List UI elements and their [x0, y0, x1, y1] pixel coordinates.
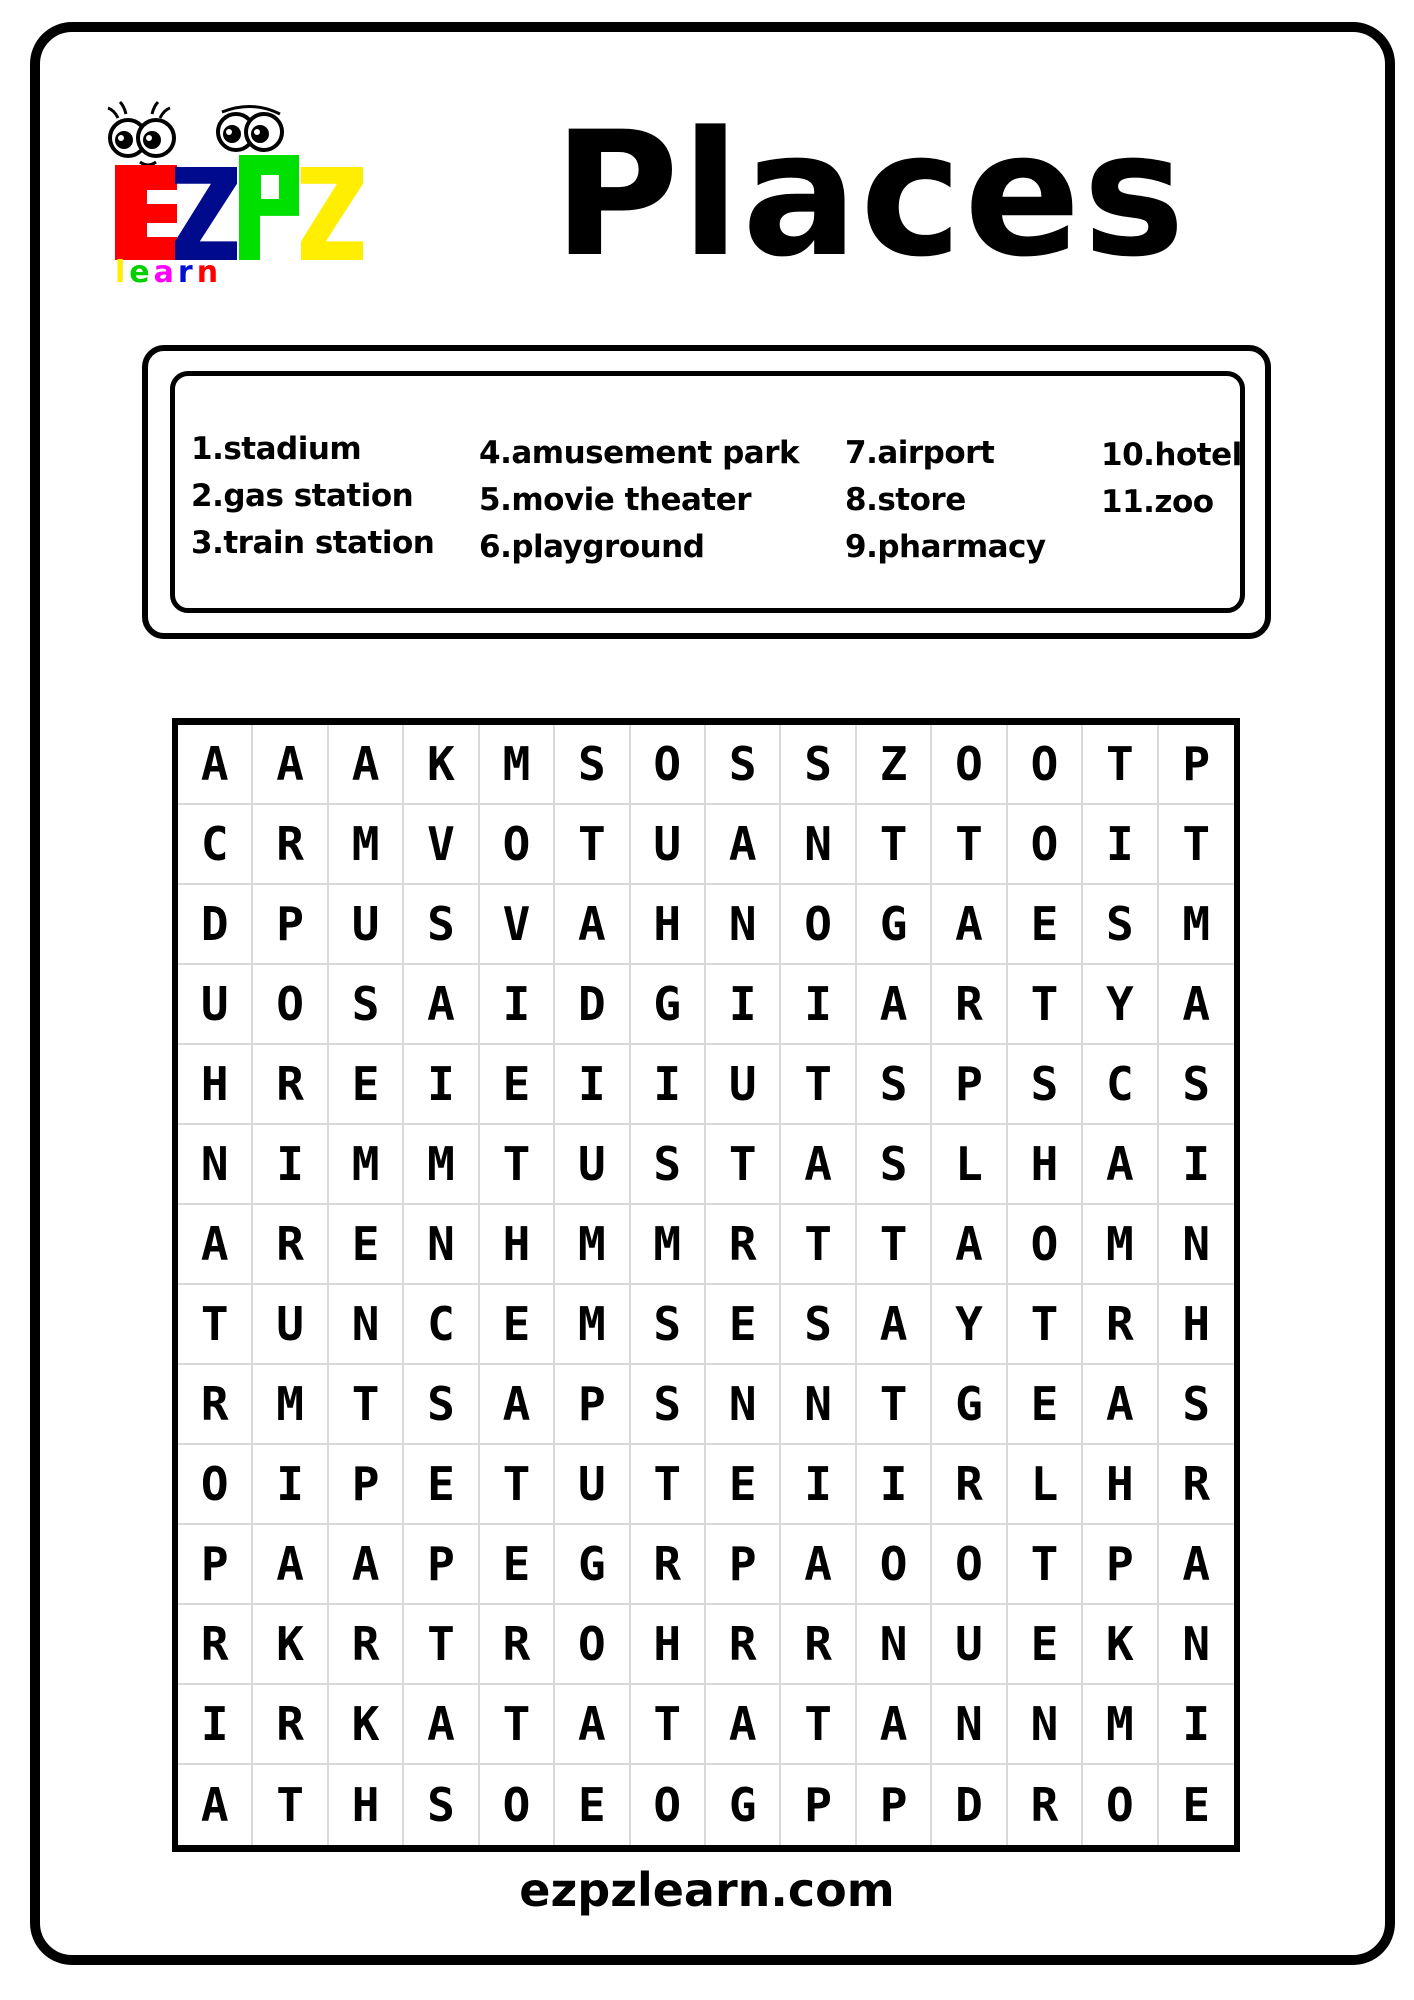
- grid-cell[interactable]: M: [555, 1285, 630, 1365]
- grid-cell[interactable]: G: [555, 1525, 630, 1605]
- word-item: 2.gas station: [191, 478, 414, 514]
- grid-cell[interactable]: I: [857, 1445, 932, 1525]
- grid-cell[interactable]: T: [706, 1125, 781, 1205]
- word-list-column-1: [191, 426, 434, 567]
- word-item: 8.store: [845, 482, 966, 518]
- grid-cell[interactable]: U: [178, 965, 253, 1045]
- grid-cell[interactable]: A: [1083, 1125, 1158, 1205]
- grid-cell[interactable]: R: [932, 1445, 1007, 1525]
- grid-cell[interactable]: S: [555, 725, 630, 805]
- grid-cell[interactable]: P: [329, 1445, 404, 1525]
- word-search-grid: [172, 718, 1240, 1852]
- grid-cell[interactable]: U: [555, 1445, 630, 1525]
- grid-cell[interactable]: T: [932, 805, 1007, 885]
- logo-letters: [115, 155, 365, 255]
- grid-cell[interactable]: T: [480, 1445, 555, 1525]
- word-list-inner-box: [170, 371, 1245, 613]
- grid-cell[interactable]: O: [781, 885, 856, 965]
- grid-cell[interactable]: E: [480, 1525, 555, 1605]
- grid-cell[interactable]: N: [178, 1125, 253, 1205]
- grid-cell[interactable]: A: [178, 725, 253, 805]
- grid-cell[interactable]: A: [1083, 1365, 1158, 1445]
- grid-cell[interactable]: R: [706, 1605, 781, 1685]
- grid-cell[interactable]: G: [631, 965, 706, 1045]
- grid-cell[interactable]: N: [932, 1685, 1007, 1765]
- grid-cell[interactable]: E: [706, 1285, 781, 1365]
- grid-cell[interactable]: A: [706, 805, 781, 885]
- logo-learn-e: e: [129, 255, 154, 290]
- letter-grid: [178, 725, 1234, 1845]
- grid-cell[interactable]: R: [253, 805, 328, 885]
- grid-cell[interactable]: U: [253, 1285, 328, 1365]
- logo-letter-e-notch: [147, 190, 177, 204]
- grid-cell[interactable]: S: [631, 1285, 706, 1365]
- word-item: 3.train station: [191, 525, 435, 561]
- grid-cell[interactable]: K: [404, 725, 479, 805]
- grid-cell[interactable]: E: [480, 1285, 555, 1365]
- word-item: 11.zoo: [1101, 484, 1214, 520]
- grid-cell[interactable]: O: [480, 805, 555, 885]
- grid-cell[interactable]: M: [1083, 1205, 1158, 1285]
- grid-cell[interactable]: A: [1159, 965, 1234, 1045]
- grid-cell[interactable]: U: [329, 885, 404, 965]
- grid-cell[interactable]: R: [1083, 1285, 1158, 1365]
- logo-letter-z2: [301, 167, 363, 260]
- grid-cell[interactable]: R: [253, 1205, 328, 1285]
- grid-cell[interactable]: N: [329, 1285, 404, 1365]
- grid-cell[interactable]: A: [1159, 1525, 1234, 1605]
- grid-cell[interactable]: T: [178, 1285, 253, 1365]
- grid-cell[interactable]: O: [1083, 1765, 1158, 1845]
- grid-cell[interactable]: H: [1008, 1125, 1083, 1205]
- grid-cell[interactable]: O: [932, 725, 1007, 805]
- grid-cell[interactable]: R: [253, 1685, 328, 1765]
- grid-cell[interactable]: R: [1159, 1445, 1234, 1525]
- logo-learn-text: [115, 255, 223, 290]
- grid-cell[interactable]: T: [1083, 725, 1158, 805]
- grid-cell[interactable]: T: [631, 1445, 706, 1525]
- grid-cell[interactable]: U: [706, 1045, 781, 1125]
- grid-cell[interactable]: T: [253, 1765, 328, 1845]
- grid-cell[interactable]: S: [706, 725, 781, 805]
- grid-cell[interactable]: T: [480, 1125, 555, 1205]
- grid-cell[interactable]: K: [253, 1605, 328, 1685]
- grid-cell[interactable]: A: [480, 1365, 555, 1445]
- grid-cell[interactable]: K: [1083, 1605, 1158, 1685]
- logo-letter-p: [239, 155, 299, 260]
- grid-cell[interactable]: A: [857, 1685, 932, 1765]
- word-list-column-4: [1101, 432, 1242, 526]
- grid-cell[interactable]: P: [932, 1045, 1007, 1125]
- grid-cell[interactable]: R: [178, 1365, 253, 1445]
- word-item: 1.stadium: [191, 431, 362, 467]
- grid-cell[interactable]: N: [706, 885, 781, 965]
- grid-cell[interactable]: A: [404, 965, 479, 1045]
- grid-cell[interactable]: S: [857, 1125, 932, 1205]
- grid-cell[interactable]: E: [706, 1445, 781, 1525]
- grid-cell[interactable]: H: [178, 1045, 253, 1125]
- grid-cell[interactable]: S: [329, 965, 404, 1045]
- grid-cell[interactable]: P: [1083, 1525, 1158, 1605]
- grid-cell[interactable]: I: [555, 1045, 630, 1125]
- grid-cell[interactable]: C: [178, 805, 253, 885]
- grid-cell[interactable]: G: [706, 1765, 781, 1845]
- grid-cell[interactable]: S: [404, 885, 479, 965]
- grid-cell[interactable]: P: [404, 1525, 479, 1605]
- grid-cell[interactable]: H: [631, 1605, 706, 1685]
- grid-cell[interactable]: I: [1159, 1125, 1234, 1205]
- grid-cell[interactable]: C: [404, 1285, 479, 1365]
- grid-cell[interactable]: S: [631, 1365, 706, 1445]
- grid-cell[interactable]: T: [1008, 965, 1083, 1045]
- grid-cell[interactable]: N: [1159, 1205, 1234, 1285]
- grid-cell[interactable]: E: [555, 1765, 630, 1845]
- grid-cell[interactable]: E: [329, 1045, 404, 1125]
- grid-cell[interactable]: A: [178, 1205, 253, 1285]
- grid-cell[interactable]: T: [1008, 1525, 1083, 1605]
- grid-cell[interactable]: S: [781, 725, 856, 805]
- grid-cell[interactable]: M: [1159, 885, 1234, 965]
- word-item: 5.movie theater: [479, 482, 752, 518]
- grid-cell[interactable]: T: [329, 1365, 404, 1445]
- grid-cell[interactable]: I: [1083, 805, 1158, 885]
- grid-cell[interactable]: R: [781, 1605, 856, 1685]
- grid-cell[interactable]: A: [555, 1685, 630, 1765]
- grid-cell[interactable]: L: [932, 1125, 1007, 1205]
- grid-cell[interactable]: H: [480, 1205, 555, 1285]
- grid-cell[interactable]: T: [781, 1045, 856, 1125]
- grid-cell[interactable]: E: [480, 1045, 555, 1125]
- grid-cell[interactable]: R: [932, 965, 1007, 1045]
- grid-cell[interactable]: M: [631, 1205, 706, 1285]
- grid-cell[interactable]: U: [932, 1605, 1007, 1685]
- grid-cell[interactable]: C: [1083, 1045, 1158, 1125]
- grid-cell[interactable]: T: [555, 805, 630, 885]
- logo-letter-p-hole: [261, 175, 279, 199]
- grid-cell[interactable]: Y: [932, 1285, 1007, 1365]
- grid-cell[interactable]: N: [404, 1205, 479, 1285]
- word-item: 7.airport: [845, 435, 995, 471]
- grid-cell[interactable]: O: [932, 1525, 1007, 1605]
- grid-cell[interactable]: O: [1008, 725, 1083, 805]
- grid-cell[interactable]: E: [1008, 1605, 1083, 1685]
- grid-cell[interactable]: E: [329, 1205, 404, 1285]
- grid-cell[interactable]: I: [706, 965, 781, 1045]
- grid-cell[interactable]: P: [555, 1365, 630, 1445]
- grid-cell[interactable]: O: [631, 1765, 706, 1845]
- grid-cell[interactable]: S: [781, 1285, 856, 1365]
- grid-cell[interactable]: H: [1159, 1285, 1234, 1365]
- grid-cell[interactable]: A: [329, 1525, 404, 1605]
- grid-cell[interactable]: I: [253, 1445, 328, 1525]
- grid-cell[interactable]: V: [480, 885, 555, 965]
- grid-cell[interactable]: N: [706, 1365, 781, 1445]
- grid-cell[interactable]: T: [631, 1685, 706, 1765]
- grid-cell[interactable]: Y: [1083, 965, 1158, 1045]
- grid-cell[interactable]: G: [932, 1365, 1007, 1445]
- grid-cell[interactable]: T: [781, 1205, 856, 1285]
- ezpz-learn-logo: [100, 100, 360, 290]
- logo-letter-e-notch-2: [147, 223, 177, 237]
- grid-cell[interactable]: R: [178, 1605, 253, 1685]
- grid-cell[interactable]: A: [253, 1525, 328, 1605]
- grid-cell[interactable]: T: [1159, 805, 1234, 885]
- word-item: 4.amusement park: [479, 435, 800, 471]
- logo-letter-z: [175, 167, 237, 260]
- grid-cell[interactable]: A: [178, 1765, 253, 1845]
- grid-cell[interactable]: O: [857, 1525, 932, 1605]
- grid-cell[interactable]: E: [1008, 1365, 1083, 1445]
- grid-cell[interactable]: T: [857, 1205, 932, 1285]
- grid-cell[interactable]: E: [404, 1445, 479, 1525]
- grid-cell[interactable]: I: [1159, 1685, 1234, 1765]
- grid-cell[interactable]: N: [781, 805, 856, 885]
- grid-cell[interactable]: R: [329, 1605, 404, 1685]
- grid-cell[interactable]: O: [178, 1445, 253, 1525]
- grid-cell[interactable]: P: [178, 1525, 253, 1605]
- grid-cell[interactable]: T: [857, 1365, 932, 1445]
- grid-cell[interactable]: T: [404, 1605, 479, 1685]
- grid-cell[interactable]: H: [329, 1765, 404, 1845]
- grid-cell[interactable]: R: [1008, 1765, 1083, 1845]
- grid-cell[interactable]: S: [404, 1765, 479, 1845]
- grid-cell[interactable]: D: [932, 1765, 1007, 1845]
- grid-cell[interactable]: I: [404, 1045, 479, 1125]
- grid-cell[interactable]: M: [329, 805, 404, 885]
- grid-cell[interactable]: N: [857, 1605, 932, 1685]
- grid-cell[interactable]: A: [253, 725, 328, 805]
- grid-cell[interactable]: I: [781, 1445, 856, 1525]
- grid-cell[interactable]: P: [253, 885, 328, 965]
- grid-cell[interactable]: G: [857, 885, 932, 965]
- grid-cell[interactable]: R: [253, 1045, 328, 1125]
- grid-cell[interactable]: M: [329, 1125, 404, 1205]
- grid-cell[interactable]: A: [932, 885, 1007, 965]
- logo-learn-l: l: [115, 255, 130, 290]
- grid-cell[interactable]: L: [1008, 1445, 1083, 1525]
- word-item: 6.playground: [479, 529, 705, 565]
- grid-cell[interactable]: A: [781, 1125, 856, 1205]
- grid-cell[interactable]: K: [329, 1685, 404, 1765]
- grid-cell[interactable]: E: [1008, 885, 1083, 965]
- grid-cell[interactable]: R: [631, 1525, 706, 1605]
- grid-cell[interactable]: S: [404, 1365, 479, 1445]
- footer-website: ezpzlearn.com: [519, 1863, 895, 1917]
- grid-cell[interactable]: M: [404, 1125, 479, 1205]
- grid-cell[interactable]: U: [631, 805, 706, 885]
- grid-cell[interactable]: N: [1159, 1605, 1234, 1685]
- grid-cell[interactable]: M: [253, 1365, 328, 1445]
- grid-cell[interactable]: Z: [857, 725, 932, 805]
- grid-cell[interactable]: P: [781, 1765, 856, 1845]
- grid-cell[interactable]: A: [932, 1205, 1007, 1285]
- word-item: 10.hotel: [1101, 437, 1242, 473]
- grid-cell[interactable]: A: [555, 885, 630, 965]
- word-list-column-2: [479, 430, 799, 571]
- logo-learn-r: r: [177, 255, 197, 290]
- grid-cell[interactable]: V: [404, 805, 479, 885]
- grid-cell[interactable]: O: [1008, 1205, 1083, 1285]
- grid-cell[interactable]: T: [1008, 1285, 1083, 1365]
- grid-cell[interactable]: M: [555, 1205, 630, 1285]
- grid-cell[interactable]: I: [253, 1125, 328, 1205]
- word-list-column-3: [845, 430, 1046, 571]
- grid-cell[interactable]: S: [631, 1125, 706, 1205]
- page-title: Places: [552, 94, 1188, 295]
- grid-cell[interactable]: P: [857, 1765, 932, 1845]
- grid-cell[interactable]: A: [857, 1285, 932, 1365]
- grid-cell[interactable]: H: [631, 885, 706, 965]
- logo-learn-a: a: [153, 255, 178, 290]
- grid-cell[interactable]: P: [706, 1525, 781, 1605]
- grid-cell[interactable]: T: [480, 1685, 555, 1765]
- grid-cell[interactable]: O: [631, 725, 706, 805]
- grid-cell[interactable]: S: [857, 1045, 932, 1125]
- grid-cell[interactable]: E: [1182, 1778, 1211, 1832]
- grid-cell[interactable]: D: [178, 885, 253, 965]
- grid-cell[interactable]: A: [857, 965, 932, 1045]
- grid-cell[interactable]: T: [781, 1685, 856, 1765]
- grid-cell[interactable]: I: [178, 1685, 253, 1765]
- grid-cell[interactable]: M: [1083, 1685, 1158, 1765]
- grid-cell[interactable]: A: [404, 1685, 479, 1765]
- grid-cell[interactable]: A: [706, 1685, 781, 1765]
- grid-cell[interactable]: O: [253, 965, 328, 1045]
- grid-cell[interactable]: I: [631, 1045, 706, 1125]
- grid-cell[interactable]: A: [329, 725, 404, 805]
- word-item: 9.pharmacy: [845, 529, 1046, 565]
- grid-cell[interactable]: I: [781, 965, 856, 1045]
- grid-cell[interactable]: D: [555, 965, 630, 1045]
- grid-cell[interactable]: M: [480, 725, 555, 805]
- grid-cell[interactable]: S: [1159, 1045, 1234, 1125]
- grid-cell[interactable]: N: [1008, 1685, 1083, 1765]
- grid-cell[interactable]: O: [1008, 805, 1083, 885]
- grid-cell[interactable]: O: [555, 1605, 630, 1685]
- grid-cell[interactable]: S: [1159, 1365, 1234, 1445]
- grid-cell[interactable]: U: [555, 1125, 630, 1205]
- grid-cell[interactable]: H: [1083, 1445, 1158, 1525]
- grid-cell[interactable]: S: [1008, 1045, 1083, 1125]
- grid-cell[interactable]: I: [480, 965, 555, 1045]
- grid-cell[interactable]: R: [480, 1605, 555, 1685]
- grid-cell[interactable]: A: [781, 1525, 856, 1605]
- grid-cell[interactable]: T: [857, 805, 932, 885]
- grid-cell[interactable]: O: [480, 1765, 555, 1845]
- grid-cell[interactable]: R: [706, 1205, 781, 1285]
- logo-learn-n: n: [196, 255, 223, 290]
- word-list-box: [142, 345, 1271, 639]
- logo-letter-e: [115, 165, 177, 260]
- grid-cell[interactable]: S: [1083, 885, 1158, 965]
- grid-cell[interactable]: N: [781, 1365, 856, 1445]
- grid-cell[interactable]: P: [1159, 725, 1234, 805]
